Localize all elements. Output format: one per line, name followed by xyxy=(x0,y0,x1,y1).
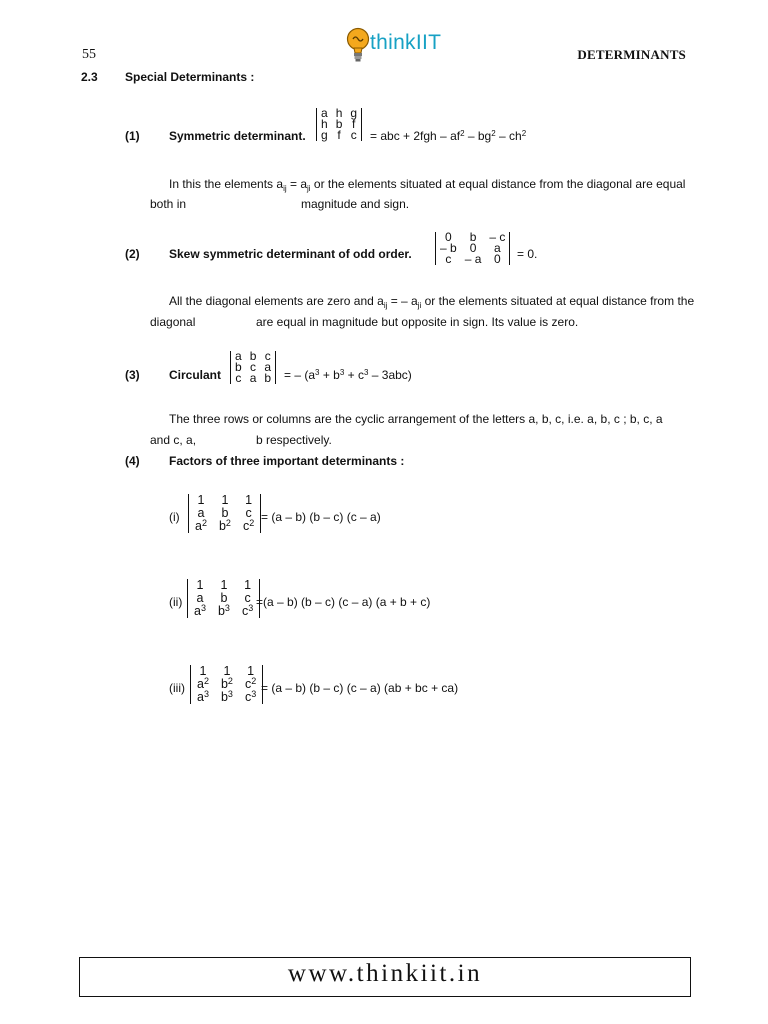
matrix-cell: $c^2$ xyxy=(242,518,255,533)
matrix-cell: a xyxy=(235,349,242,363)
item-4-number: (4) xyxy=(125,454,140,468)
page-number: 55 xyxy=(82,47,96,62)
matrix-cell: c xyxy=(445,252,452,266)
matrix-cell: b xyxy=(221,506,229,520)
matrix-cell: 1 xyxy=(197,493,205,507)
logo-text: thinkIIT xyxy=(370,31,442,54)
lightbulb-icon xyxy=(345,25,371,67)
matrix-cell: h xyxy=(321,117,328,131)
matrix-cell: $b^2$ xyxy=(218,518,231,533)
matrix-cell: 1 xyxy=(221,493,229,507)
matrix-cell: – c xyxy=(489,230,506,244)
item-2-label: Skew symmetric determinant of odd order. xyxy=(169,247,412,261)
matrix-cell: c xyxy=(264,349,271,363)
matrix-cell: b xyxy=(220,591,228,605)
matrix-cell: c xyxy=(235,371,242,385)
matrix-cell: c xyxy=(250,360,257,374)
matrix-cell: a xyxy=(264,360,272,374)
matrix-cell: $c^3$ xyxy=(244,689,257,704)
matrix-cell: g xyxy=(321,128,328,142)
factor-iii-formula: = (a – b) (b – c) (c – a) (ab + bc + ca) xyxy=(261,681,459,695)
matrix-cell: 0 xyxy=(469,241,477,255)
section-number: 2.3 xyxy=(81,70,98,84)
circulant-paragraph-line2a: and c, a, xyxy=(150,433,197,447)
footer-url[interactable]: www.thinkiit.in xyxy=(287,960,483,987)
matrix-cell: f xyxy=(337,128,341,142)
matrix-cell: c xyxy=(350,128,357,142)
matrix-cell: a xyxy=(197,506,205,520)
matrix-cell: 1 xyxy=(220,578,228,592)
symmetric-matrix xyxy=(316,108,362,141)
factor-i-matrix xyxy=(188,494,261,533)
factor-i-formula: = (a – b) (b – c) (c – a) xyxy=(261,510,381,524)
matrix-cell: $a^2$ xyxy=(195,518,207,533)
factor-ii-formula: =(a – b) (b – c) (c – a) (a + b + c) xyxy=(256,595,431,609)
matrix-cell: $a^3$ xyxy=(194,603,206,618)
matrix-cell: b xyxy=(264,371,272,385)
matrix-cell: c xyxy=(244,591,251,605)
matrix-cell: 1 xyxy=(247,664,255,678)
matrix-cell: $a^3$ xyxy=(197,689,209,704)
skew-paragraph-line2a: diagonal xyxy=(150,315,196,329)
skew-paragraph-line2b: are equal in magnitude but opposite in sign. Its value is zero. xyxy=(256,315,579,329)
skew-formula: = 0. xyxy=(517,247,538,261)
section-title: Special Determinants : xyxy=(125,70,255,84)
symmetric-paragraph-line2a: both in xyxy=(150,197,187,211)
matrix-cell: – b xyxy=(440,241,457,255)
matrix-cell: h xyxy=(335,106,343,120)
matrix-cell: $b^3$ xyxy=(217,603,230,618)
factor-iii-label: (iii) xyxy=(169,681,185,695)
matrix-cell: 1 xyxy=(196,578,204,592)
item-4-label: Factors of three important determinants : xyxy=(169,454,405,468)
matrix-cell: b xyxy=(249,349,257,363)
matrix-cell: $b^3$ xyxy=(220,689,233,704)
circulant-paragraph-line1: The three rows or columns are the cyclic arrangement of the letters a, b, c, i.e. a, b, c ; b, c, a xyxy=(169,412,663,426)
matrix-cell: 1 xyxy=(245,493,253,507)
matrix-cell: a xyxy=(196,591,204,605)
matrix-cell: a xyxy=(321,106,328,120)
matrix-cell: a xyxy=(494,241,501,255)
matrix-cell: $c^3$ xyxy=(241,603,254,618)
item-3-label: Circulant xyxy=(169,368,222,382)
matrix-cell: – a xyxy=(464,252,482,266)
symmetric-paragraph-line1: In this the elements $a_{ij} = a_{ji}$ or the elements situated at equal distance from the diagonal are equal xyxy=(169,177,686,193)
matrix-cell: $c^2$ xyxy=(244,676,257,691)
matrix-cell: 1 xyxy=(199,664,207,678)
matrix-cell: a xyxy=(249,371,257,385)
item-2-number: (2) xyxy=(125,247,140,261)
symmetric-formula: = abc + $2fgh - af^2 - bg^2 - ch^2$ xyxy=(370,129,527,143)
skew-paragraph-line1: All the diagonal elements are zero and $a_{ij}$ = – $a_{ji}$ or the elements situated at equal distance from the xyxy=(169,294,695,310)
matrix-cell: b xyxy=(469,230,477,244)
factor-ii-label: (ii) xyxy=(169,595,183,609)
matrix-cell: g xyxy=(350,106,358,120)
item-3-number: (3) xyxy=(125,368,140,382)
item-1-label: Symmetric determinant. xyxy=(169,129,306,143)
matrix-cell: 0 xyxy=(445,230,452,244)
matrix-cell: f xyxy=(352,117,356,131)
circulant-paragraph-line2b: b respectively. xyxy=(256,433,332,447)
matrix-cell: $a^2$ xyxy=(197,676,209,691)
item-1-number: (1) xyxy=(125,129,140,143)
factor-iii-matrix xyxy=(190,665,263,704)
matrix-cell: 0 xyxy=(494,252,501,266)
circulant-formula: = – $(a^3 + b^3 + c^3 - 3abc)$ xyxy=(284,368,412,382)
matrix-cell: 1 xyxy=(244,578,252,592)
skew-matrix xyxy=(435,232,510,265)
symmetric-paragraph-line2b: magnitude and sign. xyxy=(301,197,410,211)
matrix-cell: 1 xyxy=(223,664,231,678)
matrix-cell: b xyxy=(235,360,242,374)
factor-i-label: (i) xyxy=(169,510,180,524)
factor-ii-matrix xyxy=(187,579,260,618)
matrix-cell: b xyxy=(335,117,343,131)
running-title: DETERMINANTS xyxy=(577,47,686,62)
matrix-cell: c xyxy=(245,506,252,520)
matrix-cell: $b^2$ xyxy=(220,676,233,691)
circulant-matrix xyxy=(230,351,276,384)
